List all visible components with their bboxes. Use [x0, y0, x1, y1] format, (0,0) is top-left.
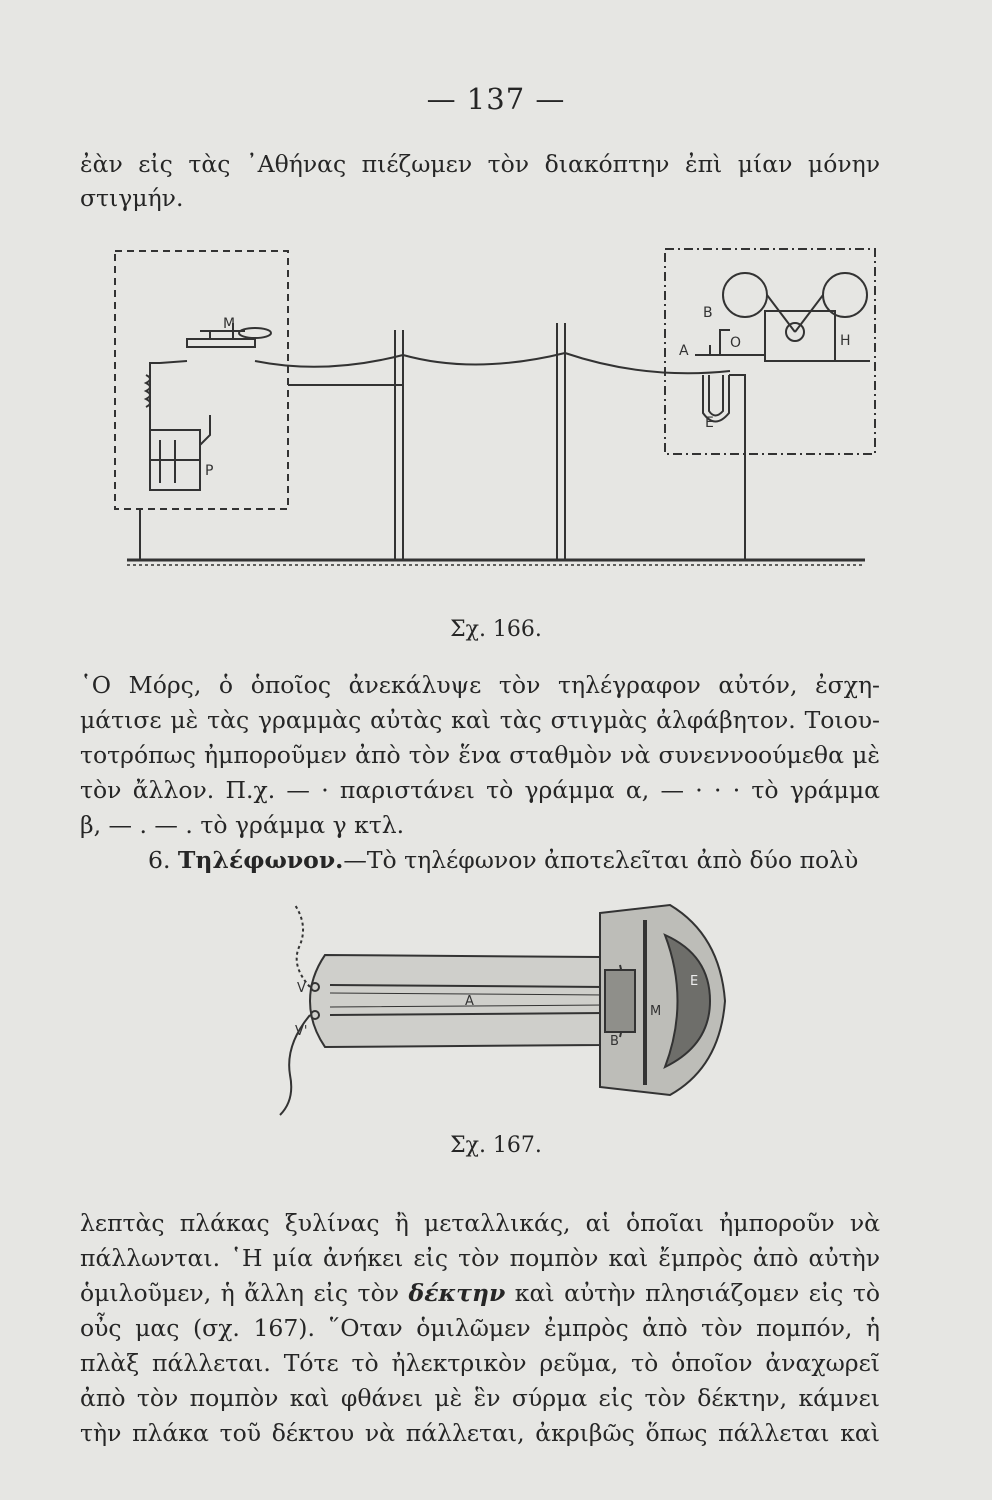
morse-line-5: β, — . — . τὸ γράμμα γ κτλ.: [80, 811, 405, 839]
label-h: H: [840, 333, 851, 349]
label-v: V: [297, 981, 306, 996]
morse-line-1: ῾Ο Μόρς, ὁ ὁποῖος ἀνεκάλυψε τὸν τηλέγραφον αὐτόν, ἐσχη-: [80, 671, 880, 699]
morse-line-3: τοτρόπως ἠμποροῦμεν ἀπὸ τὸν ἕνα σταθμὸν νὰ συνεννοούμεθα μὲ: [80, 741, 880, 769]
intro-line-1: ἐὰν εἰς τὰς ᾿Αθήνας πιέζωμεν τὸν διακόπτην ἐπὶ μίαν μόνην: [80, 150, 880, 178]
label-m: M: [650, 1004, 662, 1019]
closing-line-3-post: καὶ αὐτὴν πλησιάζομεν εἰς τὸ: [505, 1279, 880, 1307]
closing-line-3: [80, 1276, 880, 1310]
figure-167-caption: Σχ. 167.: [450, 1133, 542, 1158]
label-a: A: [679, 343, 689, 359]
label-e: E: [705, 415, 714, 431]
section-heading-line: [148, 843, 880, 877]
closing-line-4: οὖς μας (σχ. 167). ῞Οταν ὁμιλῶμεν ἐμπρὸς ἀπὸ τὸν πομπόν, ἡ: [80, 1314, 880, 1342]
label-m: M: [223, 316, 236, 332]
intro-line-2: στιγμήν.: [80, 184, 184, 212]
label-b: B: [703, 305, 713, 321]
page-number: — 137 —: [426, 82, 566, 116]
morse-line-4: τὸν ἄλλον. Π.χ. — · παριστάνει τὸ γράμμα α, — · · · τὸ γράμμα: [80, 776, 880, 804]
closing-line-1: λεπτὰς πλάκας ξυλίνας ἢ μεταλλικάς, αἱ ὁποῖαι ἠμποροῦν νὰ: [80, 1209, 880, 1237]
morse-line-2: μάτισε μὲ τὰς γραμμὰς αὐτὰς καὶ τὰς στιγμὰς ἀλφάβητον. Τοιου-: [80, 706, 880, 734]
figure-167-telephone-diagram: [270, 895, 740, 1125]
section-number: 6.: [148, 846, 171, 874]
figure-166-telegraph-diagram: [105, 235, 885, 585]
section-text: —Τὸ τηλέφωνον ἀποτελεῖται ἀπὸ δύο πολὺ: [343, 846, 859, 874]
closing-line-6: ἀπὸ τὸν πομπὸν καὶ φθάνει μὲ ἓν σύρμα εἰς τὸν δέκτην, κάμνει: [80, 1384, 880, 1412]
label-e: E: [690, 974, 699, 989]
closing-line-5: πλὰξ πάλλεται. Τότε τὸ ἠλεκτρικὸν ρεῦμα, τὸ ὁποῖον ἀναχωρεῖ: [80, 1349, 880, 1377]
label-b: B: [610, 1034, 619, 1049]
label-p: P: [205, 463, 214, 479]
label-o: O: [730, 335, 742, 351]
figure-166-caption: Σχ. 166.: [450, 617, 542, 642]
closing-line-2: πάλλωνται. ῾Η μία ἀνήκει εἰς τὸν πομπὸν καὶ ἔμπρὸς ἀπὸ αὐτὴν: [80, 1244, 880, 1272]
closing-line-3-pre: ὁμιλοῦμεν, ἡ ἄλλη εἰς τὸν: [80, 1279, 409, 1307]
emphasized-word-dektin: δέκτην: [408, 1279, 506, 1307]
label-v-prime: V': [295, 1024, 308, 1039]
label-a: A: [465, 994, 474, 1009]
closing-line-7: τὴν πλάκα τοῦ δέκτου νὰ πάλλεται, ἀκριβῶς ὅπως πάλλεται καὶ: [80, 1419, 880, 1447]
section-title: Τηλέφωνον.: [177, 846, 344, 874]
